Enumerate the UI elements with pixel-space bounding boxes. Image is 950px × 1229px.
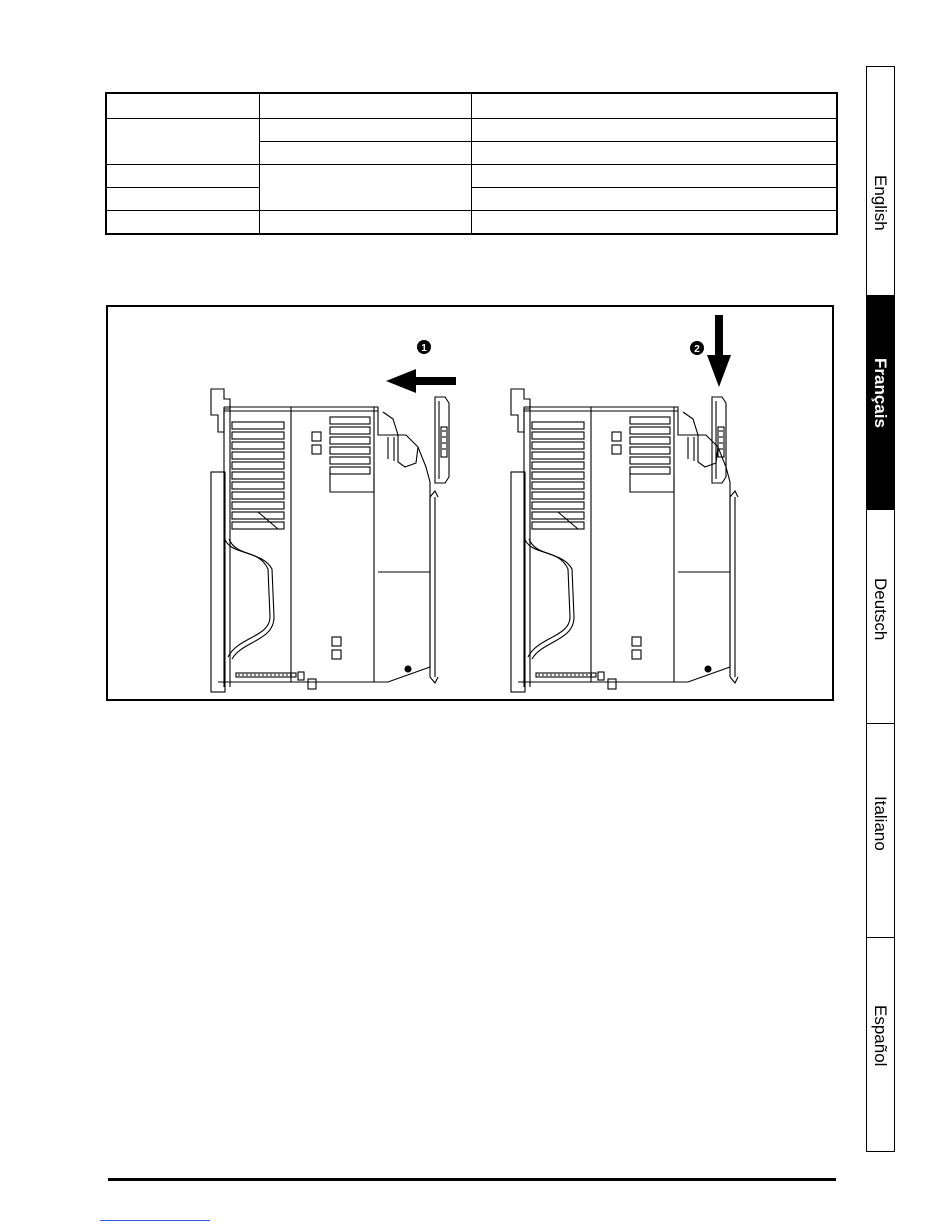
table-row — [106, 165, 837, 188]
option-module-removed — [435, 397, 449, 483]
language-tabs — [866, 66, 895, 1152]
table-cell — [106, 93, 259, 119]
table-cell — [471, 211, 837, 235]
tab-francais[interactable] — [867, 296, 894, 510]
drive-illustration — [108, 307, 836, 703]
tab-italiano[interactable] — [867, 724, 894, 938]
side-rail-right — [730, 491, 738, 683]
installation-figure — [106, 305, 834, 701]
table-cell — [471, 165, 837, 188]
table-cell — [259, 142, 471, 165]
table-row — [106, 119, 837, 142]
table-cell — [106, 211, 259, 235]
table-cell — [106, 165, 259, 188]
table-cell — [106, 119, 259, 165]
tab-label: Italiano — [870, 796, 890, 851]
tab-label: English — [870, 175, 890, 231]
drive-unit-left — [211, 389, 430, 692]
tab-english[interactable] — [867, 67, 894, 296]
footer-link-underline[interactable] — [100, 1220, 210, 1221]
tab-label: Español — [870, 1005, 890, 1067]
arrow-left-icon — [386, 369, 456, 393]
arrow-down-icon — [707, 315, 731, 387]
table-header-row — [106, 93, 837, 119]
svg-text:2: 2 — [694, 344, 700, 355]
table-row — [106, 211, 837, 235]
tab-deutsch[interactable] — [867, 510, 894, 724]
table-cell — [471, 142, 837, 165]
tab-label: Français — [870, 358, 890, 428]
tab-espanol[interactable] — [867, 938, 894, 1151]
footer-rule — [108, 1178, 836, 1181]
step-2-badge — [690, 341, 704, 355]
table-cell — [259, 165, 471, 211]
option-module-installed — [712, 397, 726, 483]
table-cell — [471, 188, 837, 211]
table-cell — [259, 119, 471, 142]
svg-text:1: 1 — [421, 343, 427, 354]
table-cell — [259, 93, 471, 119]
table-cell — [471, 93, 837, 119]
table-cell — [471, 119, 837, 142]
table-cell — [259, 211, 471, 235]
side-rail-left — [430, 491, 438, 683]
step-1-badge — [417, 340, 431, 354]
spec-table — [105, 92, 838, 235]
drive-unit-right — [511, 389, 730, 692]
tab-label: Deutsch — [870, 578, 890, 641]
table-row — [106, 188, 837, 211]
table-cell — [106, 188, 259, 211]
